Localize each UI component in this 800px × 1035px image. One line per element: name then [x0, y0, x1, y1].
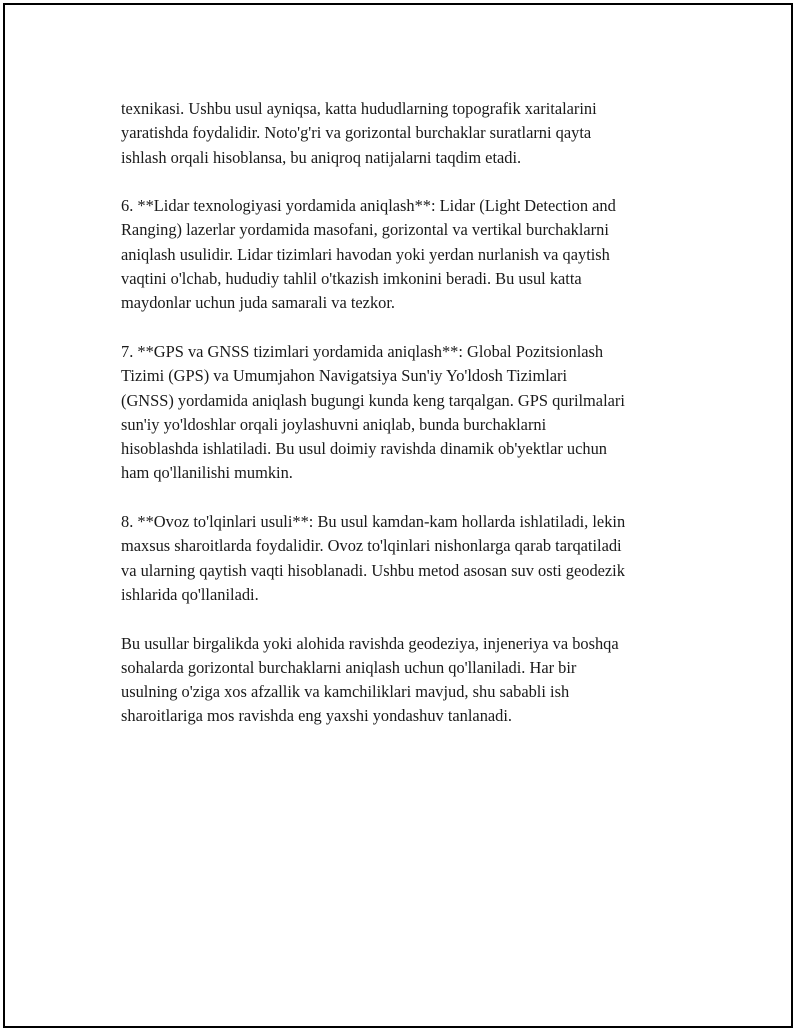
- paragraph-item-8-sound-waves: [121, 510, 695, 607]
- text-line: 8. **Ovoz to'lqinlari usuli**: Bu usul kamdan-kam hollarda ishlatiladi, lekin: [121, 512, 626, 532]
- text-line: sun'iy yo'ldoshlar orqali joylashuvni aniqlab, bunda burchaklarni: [121, 414, 547, 434]
- document-body: [121, 97, 695, 753]
- text-line: vaqtini o'lchab, hududiy tahlil o'tkazish imkonini beradi. Bu usul katta: [121, 269, 582, 289]
- text-line: va ularning qaytish vaqti hisoblanadi. Ushbu metod asosan suv osti geodezik: [121, 560, 625, 580]
- text-line: ishlarida qo'llaniladi.: [121, 584, 259, 604]
- paragraph-conclusion: [121, 632, 695, 729]
- text-line: sohalarda gorizontal burchaklarni aniqlash uchun qo'llaniladi. Har bir: [121, 657, 577, 677]
- paragraph-continuation: [121, 97, 695, 170]
- text-line: 7. **GPS va GNSS tizimlari yordamida aniqlash**: Global Pozitsionlash: [121, 341, 604, 361]
- text-line: Ranging) lazerlar yordamida masofani, gorizontal va vertikal burchaklarni: [121, 220, 609, 240]
- text-line: (GNSS) yordamida aniqlash bugungi kunda keng tarqalgan. GPS qurilmalari: [121, 390, 625, 410]
- text-line: maydonlar uchun juda samarali va tezkor.: [121, 293, 395, 313]
- paragraph-item-7-gps-gnss: [121, 340, 695, 486]
- text-line: aniqlash usulidir. Lidar tizimlari havodan yoki yerdan nurlanish va qaytish: [121, 244, 610, 264]
- text-line: 6. **Lidar texnologiyasi yordamida aniqlash**: Lidar (Light Detection and: [121, 196, 616, 216]
- document-page: [3, 3, 793, 1028]
- text-line: Bu usullar birgalikda yoki alohida ravishda geodeziya, injeneriya va boshqa: [121, 633, 619, 653]
- text-line: yaratishda foydalidir. Noto'g'ri va gorizontal burchaklar suratlarni qayta: [121, 123, 592, 143]
- text-line: sharoitlariga mos ravishda eng yaxshi yondashuv tanlanadi.: [121, 706, 513, 726]
- text-line: usulning o'ziga xos afzallik va kamchiliklari mavjud, shu sababli ish: [121, 682, 570, 702]
- text-line: ishlash orqali hisoblansa, bu aniqroq natijalarni taqdim etadi.: [121, 147, 522, 167]
- text-line: texnikasi. Ushbu usul ayniqsa, katta hududlarning topografik xaritalarini: [121, 99, 597, 118]
- text-line: ham qo'llanilishi mumkin.: [121, 463, 293, 483]
- text-line: hisoblashda ishlatiladi. Bu usul doimiy ravishda dinamik ob'yektlar uchun: [121, 439, 607, 459]
- paragraph-item-6-lidar: [121, 194, 695, 315]
- text-line: maxsus sharoitlarda foydalidir. Ovoz to'lqinlari nishonlarga qarab tarqatiladi: [121, 536, 622, 556]
- text-line: Tizimi (GPS) va Umumjahon Navigatsiya Sun'iy Yo'ldosh Tizimlari: [121, 366, 568, 386]
